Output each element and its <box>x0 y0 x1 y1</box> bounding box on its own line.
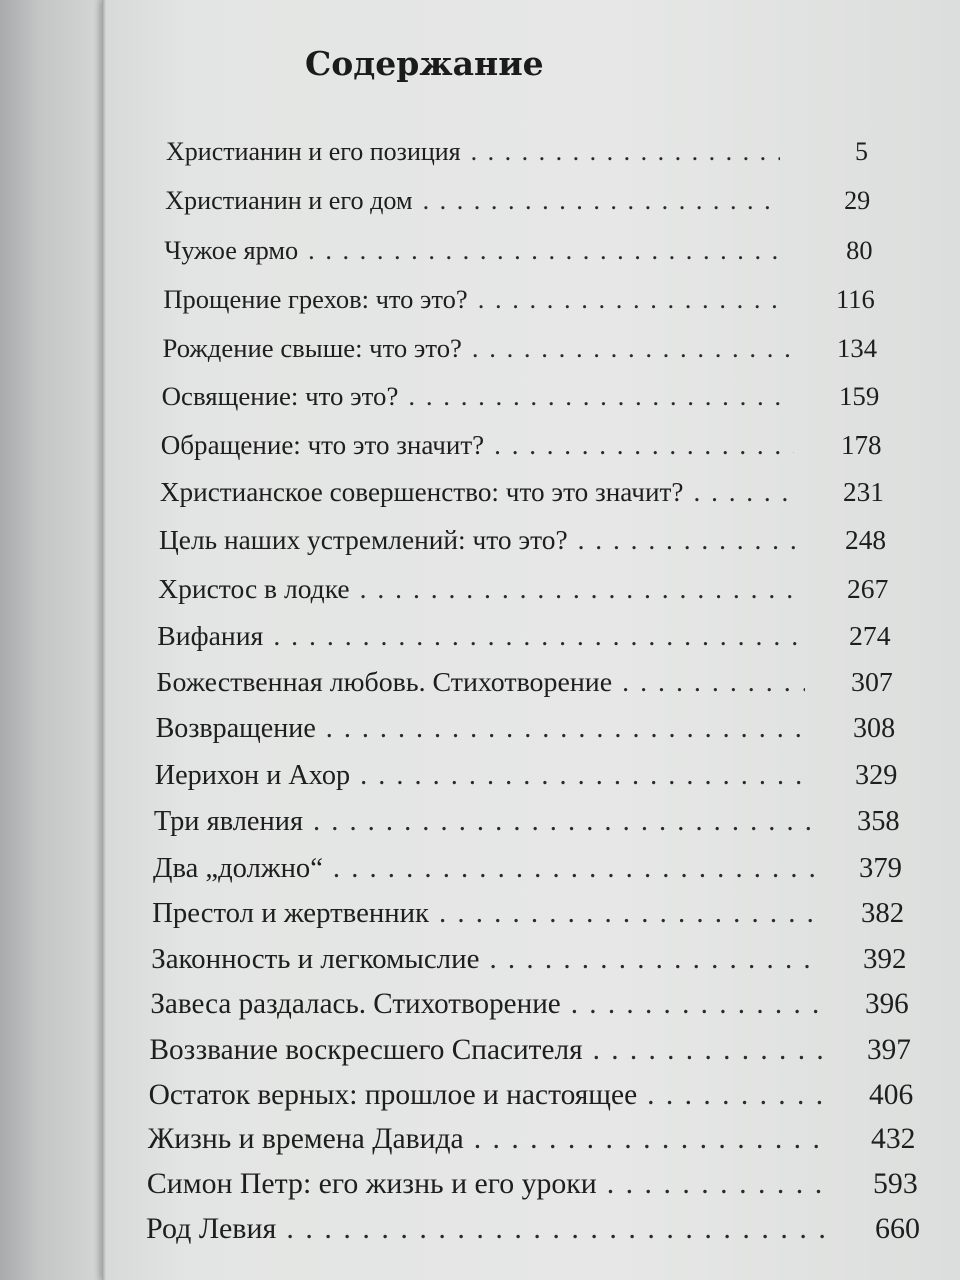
toc-entry-title: Чужое ярмо <box>164 235 299 265</box>
leader-dots <box>578 523 798 559</box>
toc-entry-title: Рождение свыше: что это? <box>162 333 462 364</box>
toc-entry-page: 80 <box>846 235 873 265</box>
toc-entry <box>158 571 888 607</box>
toc-entry-page: 274 <box>849 619 891 651</box>
leader-dots <box>326 711 807 748</box>
toc-entry <box>163 331 878 366</box>
toc-entry-title: Воззвание воскресшего Спасителя <box>149 1034 583 1067</box>
toc-entry-page: 116 <box>835 284 875 315</box>
leader-dots <box>694 475 796 510</box>
toc-entry <box>150 986 908 1024</box>
toc-entry-page: 159 <box>838 381 880 412</box>
toc-entry-page: 329 <box>855 759 898 791</box>
toc-entry-title: Цель наших устремлений: что это? <box>159 525 568 556</box>
toc-entry-title: Обращение: что это значит? <box>160 429 485 460</box>
toc-entry-title: Христианин и его дом <box>165 186 413 216</box>
toc-entry-title: Божественная любовь. Стихотворение <box>156 666 613 698</box>
leader-dots <box>494 428 793 463</box>
leader-dots <box>474 1120 828 1159</box>
toc-entry-title: Остаток верных: прошлое и настоящее <box>148 1078 638 1111</box>
leader-dots <box>471 135 780 169</box>
toc-entry <box>154 804 900 841</box>
leader-dots <box>360 571 801 607</box>
leader-dots <box>622 665 805 701</box>
toc-entry-page: 593 <box>873 1166 918 1200</box>
toc-entry-title: Освящение: что это? <box>161 381 399 412</box>
toc-entry-title: Два „должно“ <box>152 852 323 884</box>
toc-entry <box>149 1076 914 1114</box>
toc-entry-title: Возвращение <box>155 713 316 745</box>
leader-dots <box>593 1031 823 1069</box>
toc-entry <box>147 1165 918 1204</box>
toc-entry <box>159 523 886 559</box>
leader-dots <box>489 941 818 979</box>
toc-entry-title: Род Левия <box>146 1211 277 1245</box>
leader-dots <box>313 804 812 841</box>
leader-dots <box>472 331 789 366</box>
leader-dots <box>478 282 787 316</box>
toc-entry <box>163 282 874 316</box>
leader-dots <box>333 850 814 887</box>
toc-entry-page: 432 <box>871 1123 916 1156</box>
toc-entry-page: 382 <box>861 897 905 930</box>
toc-entry-title: Завеса раздалась. Стихотворение <box>150 988 561 1021</box>
toc-entry <box>152 895 904 932</box>
toc-entry-page: 308 <box>853 713 896 745</box>
leader-dots <box>647 1076 825 1114</box>
toc-entry-page: 392 <box>863 942 907 975</box>
toc-entry-page: 358 <box>856 805 900 837</box>
leader-dots <box>273 618 802 654</box>
leader-dots <box>439 895 816 932</box>
toc-entry-title: Три явления <box>153 805 304 837</box>
leader-dots <box>308 234 784 268</box>
toc-entry <box>166 135 868 169</box>
toc-entry-title: Христос в лодке <box>158 572 350 604</box>
toc-entry <box>149 1031 910 1069</box>
toc-entry <box>164 234 872 268</box>
toc-entry <box>160 475 884 510</box>
toc-entry-title: Законность и легкомыслие <box>151 942 480 975</box>
toc-entry-title: Жизнь и времена Давида <box>147 1123 464 1156</box>
toc-entry-page: 248 <box>845 525 887 556</box>
leader-dots <box>423 184 783 218</box>
toc-entry-title: Вифания <box>157 619 264 651</box>
toc-entry <box>148 1120 916 1159</box>
toc-entry-page: 267 <box>847 572 889 604</box>
leader-dots <box>607 1165 830 1204</box>
toc-entry <box>146 1209 920 1248</box>
toc-entry-page: 397 <box>866 1034 911 1067</box>
toc-entry-page: 379 <box>859 852 902 884</box>
toc-entry <box>156 711 896 748</box>
toc-entry <box>153 850 902 887</box>
toc-entry-title: Иерихон и Ахор <box>154 759 351 791</box>
toc-entry-page: 396 <box>865 988 909 1021</box>
toc-entry-title: Прощение грехов: что это? <box>163 284 468 315</box>
toc-entry-title: Симон Петр: его жизнь и его уроки <box>146 1166 597 1200</box>
toc-entry-page: 134 <box>837 333 878 364</box>
leader-dots <box>408 379 791 414</box>
toc-entry <box>165 184 870 218</box>
toc-entry <box>161 428 882 463</box>
toc-entry-title: Христианин и его позиция <box>166 137 461 167</box>
toc-entry-page: 29 <box>844 186 871 216</box>
leader-dots <box>360 758 809 795</box>
toc-entry-page: 660 <box>875 1211 920 1245</box>
toc-entry <box>157 618 890 654</box>
toc-entry-page: 178 <box>841 429 882 460</box>
toc-entry-page: 406 <box>868 1078 914 1111</box>
toc-entry-title: Христианское совершенство: что это значит? <box>159 477 684 508</box>
page-title: Содержание <box>305 44 544 83</box>
toc-entry <box>162 379 880 414</box>
toc-entry-title: Престол и жертвенник <box>152 897 429 930</box>
leader-dots <box>286 1209 832 1248</box>
toc-entry-page: 5 <box>855 137 868 167</box>
toc-entry <box>156 665 892 701</box>
toc-entry <box>155 758 898 795</box>
toc-entry <box>151 941 906 979</box>
leader-dots <box>571 986 821 1024</box>
toc-entry-page: 231 <box>843 477 884 508</box>
toc-entry-page: 307 <box>850 666 893 698</box>
